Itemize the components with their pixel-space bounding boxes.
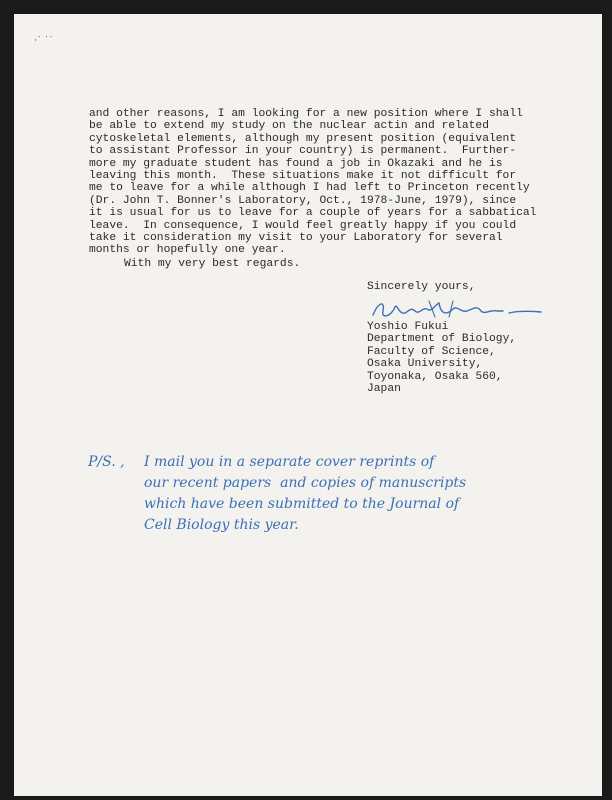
body-line: months or hopefully one year.	[89, 244, 286, 257]
letter-body	[89, 108, 536, 257]
sender-department: Department of Biology,	[367, 333, 517, 346]
postscript-line: which have been submitted to the Journal of	[144, 496, 460, 512]
closing-line: Sincerely yours,	[367, 281, 476, 293]
postscript-line: Cell Biology this year.	[144, 517, 299, 533]
postscript-text	[144, 452, 466, 536]
handwritten-signature	[369, 297, 549, 323]
body-line: cytoskeletal elements, although my present position (equivalent	[89, 132, 517, 145]
body-line: take it consideration my visit to your Laboratory for several	[89, 232, 503, 245]
body-line: leaving this month. These situations make it not difficult for	[89, 170, 517, 183]
postscript-line: our recent papers and copies of manuscripts	[144, 475, 467, 491]
body-line: to assistant Professor in your country) is permanent. Further-	[89, 145, 517, 158]
regards-line: With my very best regards.	[124, 258, 301, 270]
paper-specks: ·˙ ˙˙	[34, 36, 54, 46]
body-line: more my graduate student has found a job in Okazaki and he is	[89, 157, 503, 170]
postscript-label: P/S. ,	[88, 454, 125, 470]
sender-university: Osaka University,	[367, 358, 483, 371]
sender-address-block	[367, 321, 516, 395]
sender-name: Yoshio Fukui	[367, 321, 449, 333]
body-line: be able to extend my study on the nuclear actin and related	[89, 120, 489, 133]
body-line: leave. In consequence, I would feel greatly happy if you could	[89, 219, 517, 232]
postscript-line: I mail you in a separate cover reprints of	[144, 454, 435, 470]
body-line: me to leave for a while although I had left to Princeton recently	[89, 182, 530, 195]
body-line: and other reasons, I am looking for a new position where I shall	[89, 108, 523, 120]
body-line: it is usual for us to leave for a couple of years for a sabbatical	[89, 207, 537, 220]
sender-city: Toyonaka, Osaka 560,	[367, 370, 503, 383]
body-line: (Dr. John T. Bonner's Laboratory, Oct., 1978-June, 1979), since	[89, 194, 517, 207]
sender-faculty: Faculty of Science,	[367, 345, 496, 358]
letter-page	[14, 14, 602, 796]
sender-country: Japan	[367, 383, 401, 396]
